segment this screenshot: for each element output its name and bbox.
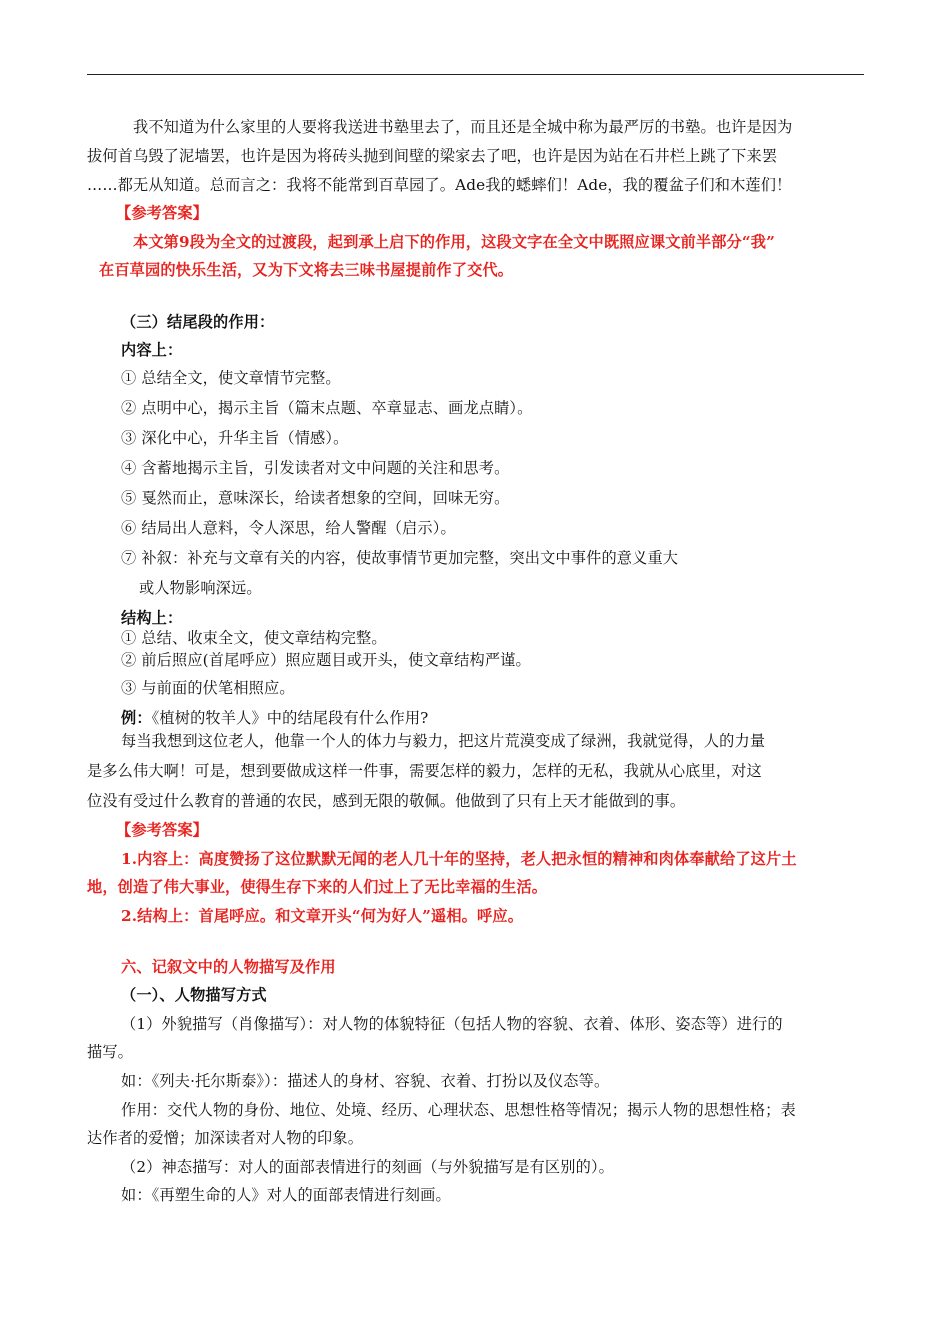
description-line: 如：《再塑生命的人》对人的面部表情进行刻画。 [121, 1186, 451, 1204]
passage-line: 我不知道为什么家里的人要将我送进书塾里去了，而且还是全城中称为最严厉的书塾。也许是因为 [133, 118, 793, 136]
passage-line: ……都无从知道。总而言之：我将不能常到百草园了。Ade我的蟋蟀们！Ade，我的覆盆子们和木莲们！ [87, 176, 792, 194]
description-line: 描写。 [87, 1043, 134, 1061]
content-item: ② 点明中心，揭示主旨（篇末点题、卒章显志、画龙点睛）。 [121, 399, 533, 417]
content-item: ⑥ 结局出人意料，令人深思，给人警醒（启示）。 [121, 519, 456, 537]
passage-line: 拔何首乌毁了泥墙罢，也许是因为将砖头抛到间壁的梁家去了吧，也许是因为站在石井栏上跳了下来罢 [87, 147, 778, 165]
answer-line: 地，创造了伟大事业，使得生存下来的人们过上了无比幸福的生活。 [87, 878, 548, 896]
content-item: ① 总结全文，使文章情节完整。 [121, 369, 341, 387]
description-line: （1）外貌描写（肖像描写）：对人物的体貌特征（包括人物的容貌、衣着、体形、姿态等）进行的 [121, 1015, 783, 1033]
content-item-continued: 或人物影响深远。 [139, 579, 262, 597]
answer-line: 本文第9段为全文的过渡段，起到承上启下的作用，这段文字在全文中既照应课文前半部分“我” [133, 233, 775, 251]
example-line [121, 708, 428, 728]
subsection-heading: （一）、人物描写方式 [121, 986, 267, 1004]
example-text-line: 每当我想到这位老人，他靠一个人的体力与毅力，把这片荒漠变成了绿洲，我就觉得，人的力量 [121, 732, 766, 750]
content-item: ⑤ 戛然而止，意味深长，给读者想象的空间，回味无穷。 [121, 489, 510, 507]
content-item: ③ 深化中心，升华主旨（情感）。 [121, 429, 349, 447]
answer-line: 2.结构上：首尾呼应。和文章开头“何为好人”遥相。呼应。 [121, 907, 524, 925]
structure-heading: 结构上： [121, 609, 183, 627]
answer-line: 1.内容上：高度赞扬了这位默默无闻的老人几十年的坚持，老人把永恒的精神和肉体奉献给了这片土 [121, 850, 797, 868]
section-heading-6: 六、记叙文中的人物描写及作用 [121, 958, 336, 976]
description-line: 达作者的爱憎；加深读者对人物的印象。 [87, 1129, 364, 1147]
description-line: 作用：交代人物的身份、地位、处境、经历、心理状态、思想性格等情况；揭示人物的思想性格；表 [121, 1101, 796, 1119]
header-rule [87, 74, 864, 75]
description-line: （2）神态描写：对人的面部表情进行的刻画（与外貌描写是有区别的）。 [121, 1158, 615, 1176]
example-text-line: 位没有受过什么教育的普通的农民，感到无限的敬佩。他做到了只有上天才能做到的事。 [87, 792, 686, 810]
description-line: 如：《列夫·托尔斯泰》）：描述人的身材、容貌、衣着、打扮以及仪态等。 [121, 1072, 610, 1090]
reference-answer-label: 【参考答案】 [116, 821, 209, 839]
reference-answer-label: 【参考答案】 [116, 204, 209, 222]
structure-item: ② 前后照应(首尾呼应）照应题目或开头，使文章结构严谨。 [121, 651, 531, 669]
example-label: 例： [121, 709, 152, 727]
structure-item: ① 总结、收束全文，使文章结构完整。 [121, 629, 387, 647]
answer-line: 在百草园的快乐生活，又为下文将去三味书屋提前作了交代。 [99, 261, 514, 279]
content-item: ④ 含蓄地揭示主旨，引发读者对文中问题的关注和思考。 [121, 459, 510, 477]
structure-item: ③ 与前面的伏笔相照应。 [121, 679, 295, 697]
example-text-line: 是多么伟大啊！可是，想到要做成这样一件事，需要怎样的毅力，怎样的无私，我就从心底里，对这 [87, 762, 762, 780]
content-heading: 内容上： [121, 341, 183, 359]
example-question: 《植树的牧羊人》中的结尾段有什么作用? [151, 709, 429, 727]
section-heading-ending: （三）结尾段的作用： [121, 313, 275, 331]
content-item: ⑦ 补叙：补充与文章有关的内容，使故事情节更加完整，突出文中事件的意义重大 [121, 549, 679, 567]
